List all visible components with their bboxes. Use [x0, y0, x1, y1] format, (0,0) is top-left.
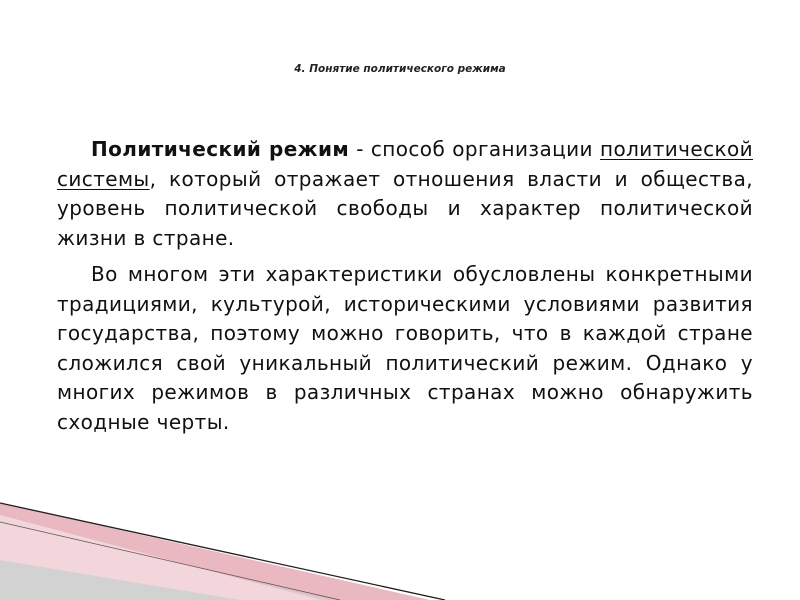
characteristics-paragraph: Во многом эти характеристики обусловлены конкретными традициями, культурой, историческими условиями развития государства, поэтому можно говорить, что в каждой стране сложился свой уникальный политический режим. Однако у многих режимов в различных странах можно обнаружить сходные черты.	[57, 262, 753, 434]
definition-text-end: , который отражает отношения власти и общества, уровень политической свободы и характер политической жизни в стране.	[57, 166, 753, 250]
political-system-link[interactable]: политической системы	[57, 137, 753, 191]
slide-body	[57, 135, 753, 437]
slide-title: 4. Понятие политического режима	[294, 63, 506, 75]
definition-dash: -	[349, 137, 371, 161]
definition-paragraph	[57, 135, 753, 253]
definition-term: Политический режим	[91, 137, 350, 161]
definition-text-start: способ организации	[370, 137, 601, 161]
